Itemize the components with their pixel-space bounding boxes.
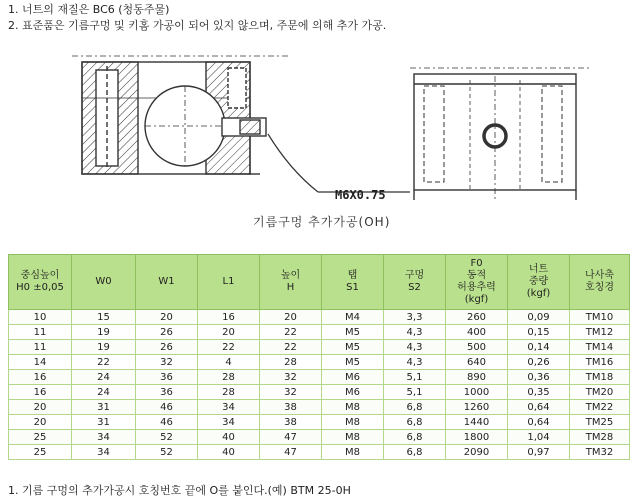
table-cell: 47 bbox=[260, 445, 322, 460]
table-cell: 22 bbox=[198, 340, 260, 355]
table-cell: M8 bbox=[322, 415, 384, 430]
table-cell: 20 bbox=[136, 310, 198, 325]
table-row bbox=[9, 310, 630, 325]
table-row bbox=[9, 415, 630, 430]
table-cell: TM20 bbox=[570, 385, 630, 400]
table-cell: 22 bbox=[72, 355, 136, 370]
table-cell: 5,1 bbox=[384, 370, 446, 385]
table-cell: TM14 bbox=[570, 340, 630, 355]
table-cell: 25 bbox=[9, 430, 72, 445]
table-cell: 20 bbox=[9, 400, 72, 415]
table-cell: 1800 bbox=[446, 430, 508, 445]
nut-spec-table bbox=[8, 254, 630, 460]
table-cell: 40 bbox=[198, 430, 260, 445]
header-thrust: F0 동적 허용추력 (kgf) bbox=[446, 255, 508, 310]
table-cell: 26 bbox=[136, 340, 198, 355]
header-hole: 구멍 S2 bbox=[384, 255, 446, 310]
table-cell: 32 bbox=[136, 355, 198, 370]
table-cell: 19 bbox=[72, 340, 136, 355]
table-row bbox=[9, 370, 630, 385]
table-cell: 890 bbox=[446, 370, 508, 385]
table-cell: 24 bbox=[72, 370, 136, 385]
table-row bbox=[9, 325, 630, 340]
table-cell: 400 bbox=[446, 325, 508, 340]
table-cell: 16 bbox=[9, 370, 72, 385]
table-cell: 26 bbox=[136, 325, 198, 340]
table-cell: M5 bbox=[322, 325, 384, 340]
table-cell: 34 bbox=[198, 415, 260, 430]
table-cell: M8 bbox=[322, 445, 384, 460]
table-cell: 10 bbox=[9, 310, 72, 325]
table-cell: 24 bbox=[72, 385, 136, 400]
table-cell: 0,09 bbox=[508, 310, 570, 325]
table-cell: TM32 bbox=[570, 445, 630, 460]
table-header-row bbox=[9, 255, 630, 310]
table-cell: 31 bbox=[72, 415, 136, 430]
header-w1: W1 bbox=[136, 255, 198, 310]
front-section-view bbox=[72, 56, 410, 192]
table-cell: 0,26 bbox=[508, 355, 570, 370]
header-height: 높이 H bbox=[260, 255, 322, 310]
table-cell: 15 bbox=[72, 310, 136, 325]
table-cell: 260 bbox=[446, 310, 508, 325]
table-cell: 31 bbox=[72, 400, 136, 415]
table-cell: 28 bbox=[260, 355, 322, 370]
table-cell: 34 bbox=[72, 445, 136, 460]
table-cell: 6,8 bbox=[384, 430, 446, 445]
table-cell: 6,8 bbox=[384, 445, 446, 460]
table-cell: 46 bbox=[136, 400, 198, 415]
table-cell: 640 bbox=[446, 355, 508, 370]
table-cell: 28 bbox=[198, 385, 260, 400]
table-cell: 22 bbox=[260, 325, 322, 340]
table-cell: 38 bbox=[260, 415, 322, 430]
table-cell: 34 bbox=[198, 400, 260, 415]
table-cell: 0,35 bbox=[508, 385, 570, 400]
table-cell: TM12 bbox=[570, 325, 630, 340]
table-cell: 36 bbox=[136, 370, 198, 385]
header-weight: 너트 중량 (kgf) bbox=[508, 255, 570, 310]
table-cell: TM10 bbox=[570, 310, 630, 325]
table-cell: 4,3 bbox=[384, 340, 446, 355]
table-cell: 0,97 bbox=[508, 445, 570, 460]
table-cell: 22 bbox=[260, 340, 322, 355]
standard-note: 2. 표준품은 기름구멍 및 키홈 가공이 되어 있지 않으며, 주문에 의해 추가 가공. bbox=[8, 19, 387, 32]
table-cell: 32 bbox=[260, 385, 322, 400]
table-cell: TM18 bbox=[570, 370, 630, 385]
table-cell: 25 bbox=[9, 445, 72, 460]
table-cell: M6 bbox=[322, 370, 384, 385]
table-cell: 5,1 bbox=[384, 385, 446, 400]
thread-label: M6X0.75 bbox=[335, 188, 386, 202]
table-cell: 11 bbox=[9, 340, 72, 355]
table-cell: 14 bbox=[9, 355, 72, 370]
table-cell: M8 bbox=[322, 400, 384, 415]
table-cell: 28 bbox=[198, 370, 260, 385]
table-cell: 47 bbox=[260, 430, 322, 445]
table-cell: 0,15 bbox=[508, 325, 570, 340]
header-w0: W0 bbox=[72, 255, 136, 310]
table-row bbox=[9, 355, 630, 370]
header-screw-size: 나사축 호칭경 bbox=[570, 255, 630, 310]
table-cell: M5 bbox=[322, 355, 384, 370]
table-cell: 4 bbox=[198, 355, 260, 370]
table-cell: 32 bbox=[260, 370, 322, 385]
table-row bbox=[9, 430, 630, 445]
table-cell: 0,36 bbox=[508, 370, 570, 385]
header-tap: 탭 S1 bbox=[322, 255, 384, 310]
table-row bbox=[9, 340, 630, 355]
table-cell: 16 bbox=[198, 310, 260, 325]
table-cell: 20 bbox=[9, 415, 72, 430]
header-center-height: 중심높이 H0 ±0,05 bbox=[9, 255, 72, 310]
table-cell: 11 bbox=[9, 325, 72, 340]
header-l1: L1 bbox=[198, 255, 260, 310]
table-cell: 6,8 bbox=[384, 415, 446, 430]
table-cell: 4,3 bbox=[384, 355, 446, 370]
table-cell: M4 bbox=[322, 310, 384, 325]
table-cell: TM28 bbox=[570, 430, 630, 445]
table-cell: 500 bbox=[446, 340, 508, 355]
oil-hole-footnote: 1. 기름 구멍의 추가가공시 호칭번호 끝에 O를 붙인다.(예) BTM 25-0H bbox=[8, 484, 351, 497]
table-cell: 1,04 bbox=[508, 430, 570, 445]
table-cell: 46 bbox=[136, 415, 198, 430]
material-note: 1. 너트의 재질은 BC6 (청동주물) bbox=[8, 3, 170, 16]
table-cell: 1000 bbox=[446, 385, 508, 400]
table-row bbox=[9, 445, 630, 460]
table-cell: 0,14 bbox=[508, 340, 570, 355]
nut-technical-drawing bbox=[0, 40, 637, 212]
table-cell: 20 bbox=[260, 310, 322, 325]
table-cell: 0,64 bbox=[508, 400, 570, 415]
table-cell: TM22 bbox=[570, 400, 630, 415]
table-cell: M8 bbox=[322, 430, 384, 445]
table-cell: 34 bbox=[72, 430, 136, 445]
table-cell: TM25 bbox=[570, 415, 630, 430]
drawing-caption: 기름구멍 추가가공(OH) bbox=[253, 215, 391, 229]
table-cell: 2090 bbox=[446, 445, 508, 460]
table-cell: 16 bbox=[9, 385, 72, 400]
table-cell: 3,3 bbox=[384, 310, 446, 325]
top-view bbox=[410, 68, 590, 200]
table-cell: 52 bbox=[136, 445, 198, 460]
table-row bbox=[9, 400, 630, 415]
table-cell: 20 bbox=[198, 325, 260, 340]
table-cell: 19 bbox=[72, 325, 136, 340]
table-cell: 0,64 bbox=[508, 415, 570, 430]
table-cell: 4,3 bbox=[384, 325, 446, 340]
table-cell: TM16 bbox=[570, 355, 630, 370]
table-row bbox=[9, 385, 630, 400]
table-cell: 38 bbox=[260, 400, 322, 415]
table-cell: 1260 bbox=[446, 400, 508, 415]
table-cell: 52 bbox=[136, 430, 198, 445]
table-cell: 1440 bbox=[446, 415, 508, 430]
table-cell: 36 bbox=[136, 385, 198, 400]
table-cell: 40 bbox=[198, 445, 260, 460]
table-cell: M5 bbox=[322, 340, 384, 355]
table-cell: M6 bbox=[322, 385, 384, 400]
table-cell: 6,8 bbox=[384, 400, 446, 415]
